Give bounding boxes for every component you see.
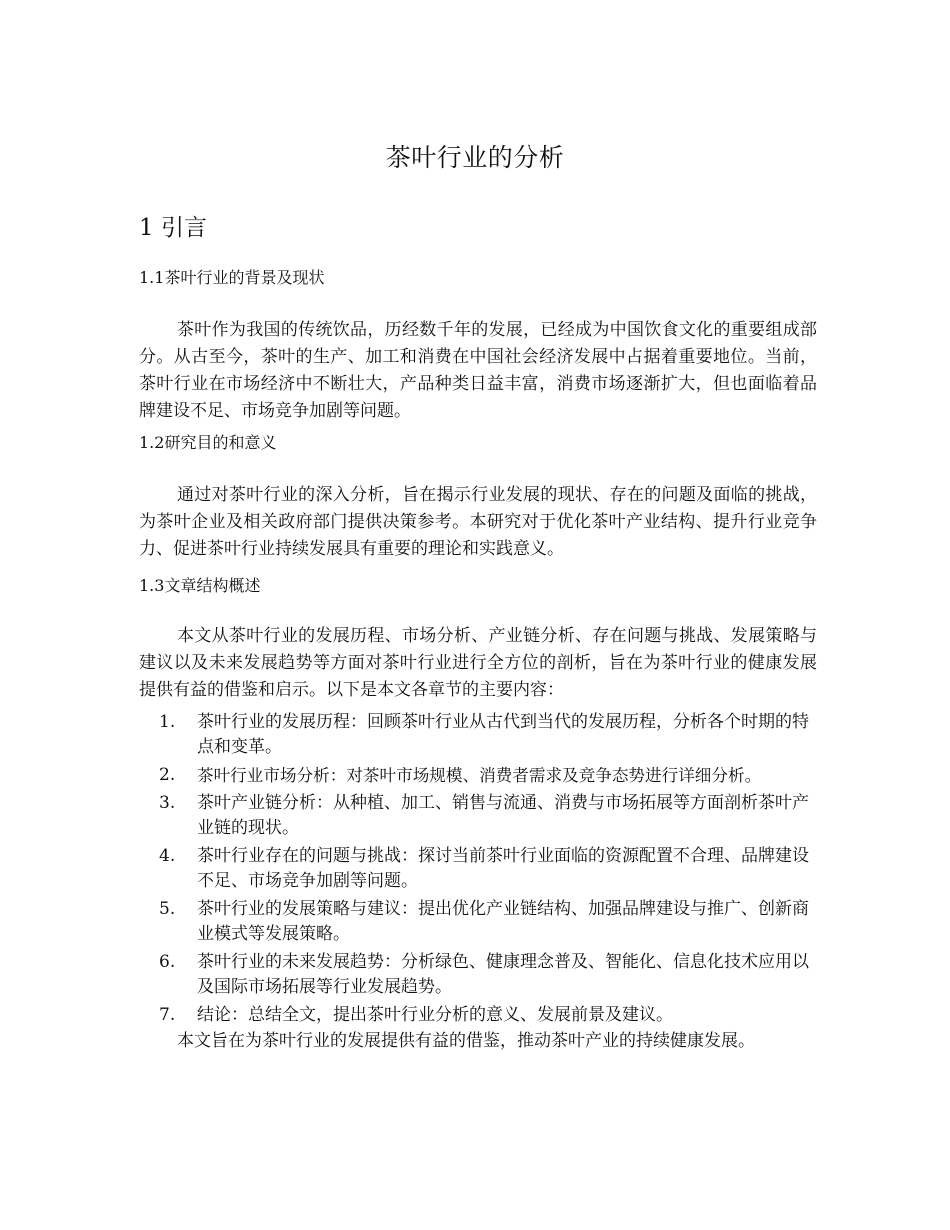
subsection-heading-background: 1.1茶叶行业的背景及现状 xyxy=(139,268,325,287)
list-item-number: 2. xyxy=(159,765,176,785)
list-item xyxy=(139,791,829,841)
paragraph-background: 茶叶作为我国的传统饮品，历经数千年的发展，已经成为中国饮食文化的重要组成部分。从古至今，茶叶的生产、加工和消费在中国社会经济发展中占据着重要地位。当前，茶叶行业在市场经济中不断壮大，产品种类日益丰富，消费市场逐渐扩大，但也面临着品牌建设不足、市场竞争加剧等问题。 xyxy=(139,320,817,421)
list-item xyxy=(139,1003,829,1028)
section-heading-introduction: 1 引言 xyxy=(139,215,207,241)
list-item xyxy=(139,897,829,947)
list-item-text: 茶叶行业的未来发展趋势：分析绿色、健康理念普及、智能化、信息化技术应用以及国际市场拓展等行业发展趋势。 xyxy=(197,952,809,997)
list-item-number: 5. xyxy=(159,899,176,919)
list-item xyxy=(139,710,829,760)
paragraph-purpose: 通过对茶叶行业的深入分析，旨在揭示行业发展的现状、存在的问题及面临的挑战，为茶叶企业及相关政府部门提供决策参考。本研究对于优化茶叶产业结构、提升行业竞争力、促进茶叶行业持续发展具有重要的理论和实践意义。 xyxy=(139,485,817,559)
list-item-number: 7. xyxy=(159,1005,176,1025)
list-item xyxy=(139,763,829,788)
list-item xyxy=(139,950,829,1000)
subsection-heading-structure: 1.3文章结构概述 xyxy=(139,576,261,595)
list-item-number: 6. xyxy=(159,952,176,972)
list-item xyxy=(139,844,829,894)
list-item-number: 1. xyxy=(159,712,176,732)
list-item-text: 茶叶行业的发展历程：回顾茶叶行业从古代到当代的发展历程，分析各个时期的特点和变革。 xyxy=(197,712,809,757)
paragraph-closing: 本文旨在为茶叶行业的发展提供有益的借鉴，推动茶叶产业的持续健康发展。 xyxy=(177,1031,755,1051)
document-title: 茶叶行业的分析 xyxy=(385,143,565,172)
paragraph-structure: 本文从茶叶行业的发展历程、市场分析、产业链分析、存在问题与挑战、发展策略与建议以及未来发展趋势等方面对茶叶行业进行全方位的剖析，旨在为茶叶行业的健康发展提供有益的借鉴和启示。以下是本文各章节的主要内容： xyxy=(139,626,817,700)
list-item-number: 4. xyxy=(159,846,176,866)
subsection-heading-purpose: 1.2研究目的和意义 xyxy=(139,433,277,452)
list-item-text: 结论：总结全文，提出茶叶行业分析的意义、发展前景及建议。 xyxy=(197,1005,673,1025)
list-item-text: 茶叶产业链分析：从种植、加工、销售与流通、消费与市场拓展等方面剖析茶叶产业链的现状。 xyxy=(197,793,809,838)
list-item-text: 茶叶行业的发展策略与建议：提出优化产业链结构、加强品牌建设与推广、创新商业模式等发展策略。 xyxy=(197,899,809,944)
list-item-number: 3. xyxy=(159,793,176,813)
chapter-outline-list xyxy=(139,710,829,1031)
list-item-text: 茶叶行业市场分析：对茶叶市场规模、消费者需求及竞争态势进行详细分析。 xyxy=(197,766,762,785)
list-item-text: 茶叶行业存在的问题与挑战：探讨当前茶叶行业面临的资源配置不合理、品牌建设不足、市场竞争加剧等问题。 xyxy=(197,846,809,891)
